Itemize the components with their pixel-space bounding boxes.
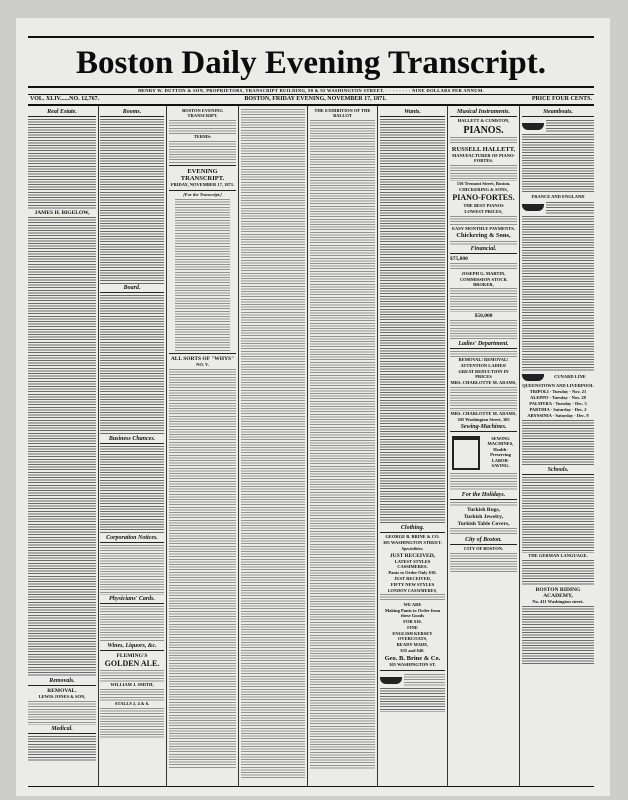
proprietors-line: HENRY W. DUTTON & SON, PROPRIETORS, TRANSCRIPT BUILDING, 90 & 92 WASHINGTON STREET. · · · · · · · · NINE DOLLARS PER ANNUM. (138, 88, 484, 93)
column-divider (307, 106, 308, 786)
text-block (450, 216, 517, 226)
text-block (450, 263, 517, 271)
volume-number: VOL. XLIV......NO. 12,767. (30, 96, 100, 102)
column-musical-financial (450, 108, 517, 574)
ad-line: Turkish Rugs, (466, 507, 501, 514)
ad-line: WILLIAM J. SMITH, (110, 681, 154, 687)
issue-info-line (30, 96, 592, 102)
steamer-notice (380, 673, 445, 687)
ad-line: GEORGE B. BRINE & CO. (385, 534, 440, 539)
terms-heading: TERMS: (193, 133, 212, 139)
ad-line: Making Pants to Order from these Goods (384, 608, 441, 619)
text-block (450, 320, 517, 340)
ad-line: QUEENSTOWN AND LIVERPOOL (522, 382, 594, 388)
ad-line: COMMISSION STOCK BROKER, (459, 276, 508, 287)
ad-line: Health-Preserving (490, 447, 511, 458)
text-block (450, 241, 517, 245)
text-block (450, 288, 517, 312)
column-divider (377, 106, 378, 786)
sailing-line: ALEPPO - Tuesday - Nov. 28 (530, 394, 586, 400)
bottom-rule (28, 786, 594, 787)
ad-line: LABOR-SAVING. (491, 457, 510, 468)
text-block (28, 736, 96, 762)
column-rooms-board (100, 108, 164, 739)
text-block (241, 109, 305, 779)
ad-line: THE BEST PIANOS (463, 202, 504, 208)
rule (169, 353, 236, 354)
text-block (522, 477, 594, 553)
ad-line: FRANCE AND ENGLAND (531, 194, 585, 199)
top-rule (28, 36, 594, 38)
text-block (450, 165, 517, 181)
ad-line: 305 WASHINGTON STREET. (383, 539, 442, 545)
ad-headline: PIANOS. (463, 124, 504, 136)
text-block (450, 387, 517, 411)
section-heading: Physicians' Cards. (100, 596, 164, 604)
ad-line: LATEST STYLES CASSIMERES. (394, 558, 431, 569)
column-divider (447, 106, 448, 786)
ad-line: ENGLISH KERSEY OVERCOATS, (392, 631, 433, 642)
ad-line: FINE (407, 625, 418, 631)
ad-line: READY MADE, (396, 642, 429, 648)
dateline: BOSTON, FRIDAY EVENING, NOVEMBER 17, 1871. (244, 96, 387, 102)
sailing-line: ABYSSINIA - Saturday - Dec. 9 (527, 412, 589, 418)
section-heading: Board. (100, 285, 164, 293)
ad-line: Turkish Table Covers, (457, 521, 510, 528)
ad-line: LOWEST PRICES, (464, 208, 503, 214)
rule (169, 190, 236, 191)
ad-text (484, 436, 517, 470)
ad-line: JOSEPH G. MARTIN, (461, 270, 506, 276)
steamer-notice (522, 119, 594, 133)
text-block (450, 502, 517, 506)
ad-line: EASY MONTHLY PAYMENTS. (452, 225, 515, 231)
ad-line: $35 and $40. (400, 647, 425, 653)
publisher-heading: BOSTON EVENING TRANSCRIPT. (182, 108, 223, 118)
masthead-title: Boston Daily Evening Transcript. (75, 45, 546, 81)
rule (169, 165, 236, 166)
sailing-line: PARTHIA - Saturday - Dec. 2 (529, 406, 587, 412)
ad-line: REMOVAL! REMOVAL! (458, 357, 509, 363)
ad-line: WE ARE (403, 602, 422, 608)
rule (28, 104, 594, 106)
section-heading: Financial. (450, 246, 517, 254)
ad-line: MRS. CHARLOTTE M. ADAMS, (450, 380, 517, 386)
section-heading: For the Holidays. (450, 492, 517, 500)
ad-line: No. 411 Washington street. (532, 598, 584, 604)
ad-line: Turkish Jewelry, (463, 514, 504, 521)
ad-line: CITY OF BOSTON. (463, 546, 504, 552)
text-block (522, 560, 594, 586)
ad-line: Specialities. (401, 545, 424, 551)
text-block (450, 137, 517, 145)
text-block (100, 606, 164, 642)
section-heading: Clothing. (380, 525, 445, 533)
ad-line: LEWIS JONES & SON, (38, 694, 86, 700)
ad-line: MRS. CHARLOTTE M. ADAMS, (450, 411, 517, 417)
ad-line: JUST RECEIVED, (394, 575, 431, 581)
column-editorial (169, 108, 236, 770)
text-block (522, 134, 594, 194)
ad-line: FOR $10. (403, 619, 422, 625)
text-block (380, 119, 445, 524)
sewing-machine-icon (452, 436, 480, 470)
ad-line: CUNARD LINE (554, 373, 586, 379)
ad-line: HALLETT & CUMSTON, (457, 118, 510, 123)
text-block (28, 701, 96, 725)
text-block (100, 119, 164, 284)
ad-line: FLEMING'S (116, 653, 148, 659)
ad-line: CHICKERING & SONS, (459, 186, 508, 192)
ship-icon (522, 204, 544, 211)
ad-headline: BOSTON RIDING ACADEMY, (535, 586, 581, 599)
column-real-estate (28, 108, 96, 763)
column-divider (238, 106, 239, 786)
ad-headline: PIANO-FORTES. (452, 192, 515, 202)
ad-line: FIFTY NEW STYLES (390, 581, 435, 587)
text-block (100, 670, 164, 682)
section-heading: Sewing-Machines. (450, 424, 517, 432)
text-block (522, 420, 594, 466)
text-block (28, 217, 96, 677)
article-title: THE EXHIBITION OF THE BALLOT (314, 108, 371, 118)
ship-icon (380, 677, 402, 684)
text-block (522, 606, 594, 666)
ad-line: ATTENTION LADIES! (460, 363, 507, 369)
text-block (450, 351, 517, 357)
ad-line: REMOVAL. (47, 688, 77, 695)
section-heading: Ladies' Department. (450, 341, 517, 349)
text-block (100, 708, 164, 738)
text-block (100, 689, 164, 701)
text-block (404, 674, 445, 686)
section-heading: Real Estate. (28, 109, 96, 117)
column-divider (98, 106, 99, 786)
text-block (450, 528, 517, 536)
poem-text (175, 199, 230, 351)
ad-line: $50,000 (474, 313, 493, 320)
text-block (100, 545, 164, 595)
ship-icon (522, 123, 544, 130)
text-block (169, 369, 236, 769)
section-heading: City of Boston. (450, 537, 517, 545)
section-heading: Musical Instruments. (450, 109, 517, 117)
text-block (450, 473, 517, 491)
text-block (169, 120, 236, 134)
article-title: ALL SORTS OF "WHYS" (170, 355, 235, 362)
ad-headline: GOLDEN ALE. (104, 659, 160, 669)
section-heading: Steamboats. (522, 109, 594, 117)
ad-line: 305 Washington Street, 305 (457, 417, 510, 423)
sailing-line: TRIPOLI - Tuesday - Nov. 21 (529, 388, 587, 394)
column-wants-clothing (380, 108, 445, 713)
ad-headline: RUSSELL HALLETT, (451, 145, 516, 153)
poem-credit: [For the Transcript.] (183, 192, 222, 198)
article-number: NO. V. (196, 362, 209, 368)
ad-line: SEWING MACHINES, (487, 436, 514, 447)
text-block (28, 119, 96, 209)
section-heading: Removals. (28, 678, 96, 686)
text-block (100, 295, 164, 435)
editorial-date: FRIDAY, NOVEMBER 17, 1871. (170, 182, 235, 188)
section-heading: Corporation Notices. (100, 535, 164, 543)
ad-line: GREAT REDUCTION IN PRICES (458, 369, 509, 380)
ad-line: THE GERMAN LANGUAGE. (528, 552, 588, 558)
sewing-machine-ad (450, 434, 517, 472)
ad-line: STALLS 2, 4 & 6. (114, 700, 150, 706)
text-block (522, 216, 594, 371)
steamer-notice (522, 372, 594, 383)
section-heading: Wines, Liquors, &c. (100, 643, 164, 651)
column-steamboats-schools (522, 108, 594, 667)
ad-line: 156 Tremont Street, Boston. (456, 180, 511, 186)
ad-line: JAMES H. BIGELOW, (34, 210, 90, 216)
ad-line: LONDON CASSIMERES, (387, 587, 438, 593)
column-news (241, 108, 305, 780)
text-block (380, 688, 445, 712)
price: PRICE FOUR CENTS. (531, 96, 592, 102)
text-block (546, 202, 594, 214)
ad-line: JUST RECEIVED, (389, 552, 436, 559)
section-heading: Medical. (28, 726, 96, 734)
text-block (100, 446, 164, 534)
section-heading: Business Chances. (100, 436, 164, 444)
sailing-line: PALMYRA - Tuesday - Dec. 5 (529, 400, 587, 406)
rule (380, 670, 445, 671)
ad-headline: Chickering & Sons, (456, 232, 511, 240)
text-block (169, 141, 236, 163)
section-heading: Wants. (380, 109, 445, 117)
text-block (450, 553, 517, 573)
rule (28, 94, 594, 95)
ad-line: 305 WASHINGTON ST. (389, 662, 436, 668)
text-block (380, 594, 445, 602)
ad-line: MANUFACTURER OF PIANO-FORTES. (452, 153, 515, 164)
section-heading: Rooms. (100, 109, 164, 117)
section-heading: Schools. (522, 467, 594, 475)
ad-headline: Geo. B. Brine & Co. (384, 654, 441, 662)
text-block (310, 120, 375, 770)
ad-line: $75,000 (450, 255, 468, 262)
column-ballot (310, 108, 375, 771)
editorial-title: EVENING TRANSCRIPT. (180, 167, 225, 182)
ship-icon (522, 374, 544, 381)
text-block (546, 120, 594, 132)
column-divider (166, 106, 167, 786)
ad-line: Pants to Order Only $10. (388, 569, 437, 575)
column-divider (519, 106, 520, 786)
steamer-notice (522, 201, 594, 215)
